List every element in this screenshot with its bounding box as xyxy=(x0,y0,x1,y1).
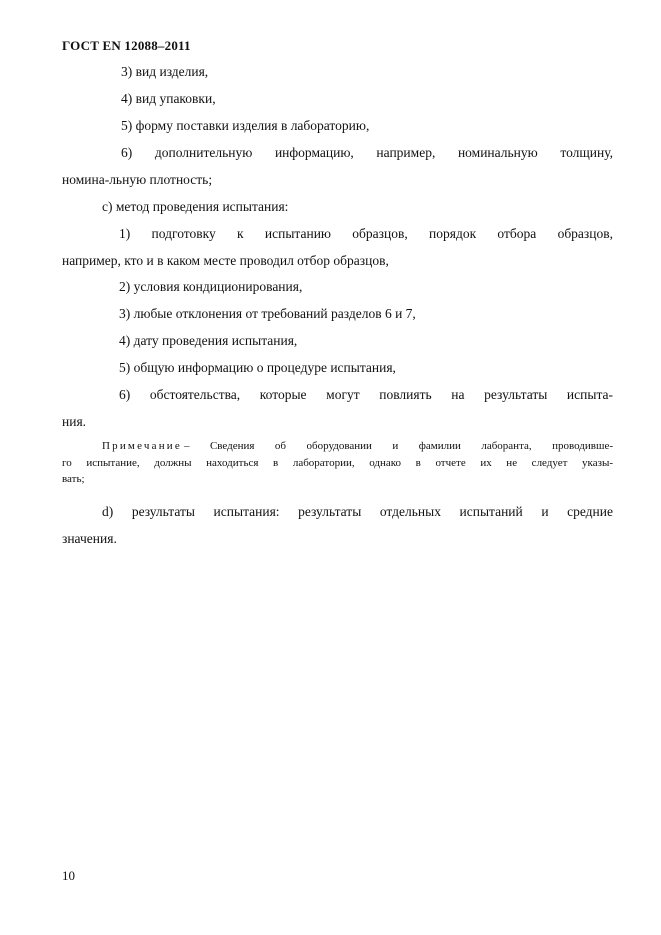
method-item-5: 5) общую информацию о процедуре испытания, xyxy=(119,360,396,375)
note-text-1: – Сведения об оборудовании и фамилии лаборанта, проводивше- xyxy=(183,440,613,452)
page-number: 10 xyxy=(62,868,75,883)
method-item-2: 2) условия кондиционирования, xyxy=(119,279,303,294)
list-item-6-line-2: номина-льную плотность; xyxy=(62,172,213,187)
section-c-heading: c) метод проведения испытания: xyxy=(102,199,289,214)
list-item-4: 4) вид упаковки, xyxy=(121,91,216,106)
note-line-3: вать; xyxy=(62,473,85,485)
list-item-6-line-1: 6) дополнительную информацию, например, номинальную толщину, xyxy=(121,145,613,160)
note-line-2: го испытание, должны находиться в лаборатории, однако в отчете их не следует указы- xyxy=(62,457,613,469)
list-item-3: 3) вид изделия, xyxy=(121,64,209,79)
note-label: Примечание xyxy=(102,440,182,452)
method-item-6-line-1: 6) обстоятельства, которые могут повлиять на результаты испыта- xyxy=(119,387,613,402)
method-item-4: 4) дату проведения испытания, xyxy=(119,333,298,348)
method-item-1-line-1: 1) подготовку к испытанию образцов, порядок отбора образцов, xyxy=(119,226,613,241)
note-line-1 xyxy=(102,439,613,453)
section-d-line-1: d) результаты испытания: результаты отдельных испытаний и средние xyxy=(102,504,613,519)
method-item-1-line-2: например, кто и в каком месте проводил отбор образцов, xyxy=(62,253,389,268)
method-item-6-line-2: ния. xyxy=(62,414,87,429)
method-item-3: 3) любые отклонения от требований разделов 6 и 7, xyxy=(119,306,416,321)
list-item-5: 5) форму поставки изделия в лабораторию, xyxy=(121,118,370,133)
section-d-line-2: значения. xyxy=(62,531,117,546)
document-code-header: ГОСТ EN 12088–2011 xyxy=(62,38,191,53)
